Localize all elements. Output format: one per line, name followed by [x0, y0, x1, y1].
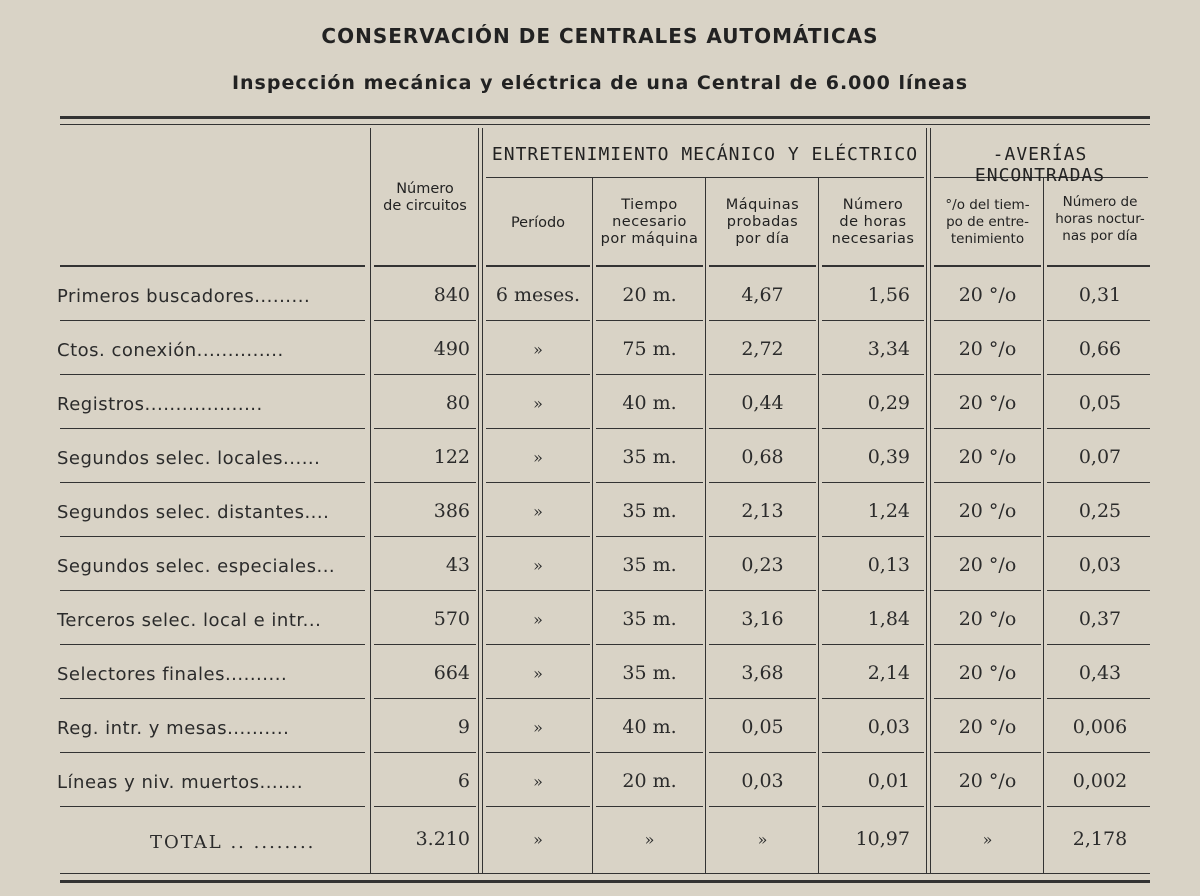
total-pct: » [982, 830, 993, 849]
row-rule-segment [60, 428, 365, 429]
cell-hours: 0,29 [867, 392, 910, 414]
cell-circuits: 80 [445, 392, 470, 414]
row-rule-segment [709, 698, 816, 699]
cell-period: » [533, 610, 543, 629]
cell-time: 20 m. [622, 284, 677, 306]
cell-time: 35 m. [622, 662, 677, 684]
row-rule-segment [709, 644, 816, 645]
bottom-rule [60, 873, 1150, 874]
cell-machines: 2,13 [741, 500, 784, 522]
row-rule-segment [486, 374, 590, 375]
cell-period: » [533, 448, 543, 467]
cell-period: » [533, 664, 543, 683]
header-night: Número de horas noctur- nas por día [1055, 194, 1145, 244]
total-period: » [533, 830, 543, 849]
cell-circuits: 386 [433, 500, 470, 522]
row-label: Selectores finales.......... [57, 664, 288, 685]
cell-circuits: 6 [457, 770, 470, 792]
total-circuits: 3.210 [415, 828, 470, 850]
cell-machines: 0,23 [741, 554, 784, 576]
group-header-faults: -AVERÍAS ENCONTRADAS [974, 144, 1106, 186]
row-rule-segment [822, 752, 924, 753]
row-rule-segment [486, 644, 590, 645]
row-rule-segment [934, 698, 1041, 699]
cell-circuits: 570 [433, 608, 470, 630]
row-rule-segment [596, 374, 703, 375]
group-header-maintenance: ENTRETENIMIENTO MECÁNICO Y ELÉCTRICO [491, 144, 919, 165]
cell-time: 35 m. [622, 608, 677, 630]
row-rule-segment [934, 374, 1041, 375]
row-rule-segment [709, 482, 816, 483]
cell-hours: 0,01 [867, 770, 910, 792]
header-rule-segment [1047, 265, 1150, 267]
col-divider [1043, 178, 1044, 873]
cell-time: 40 m. [622, 392, 677, 414]
row-rule-segment [822, 698, 924, 699]
bottom-rule-outer [60, 880, 1150, 883]
row-rule-segment [60, 698, 365, 699]
row-rule-segment [374, 536, 476, 537]
row-rule-segment [822, 482, 924, 483]
row-rule-segment [822, 428, 924, 429]
cell-machines: 2,72 [741, 338, 784, 360]
row-rule-segment [934, 428, 1041, 429]
row-rule-segment [60, 320, 365, 321]
row-rule-segment [486, 806, 590, 807]
cell-hours: 1,24 [867, 500, 910, 522]
cell-hours: 0,39 [867, 446, 910, 468]
row-rule-segment [1047, 482, 1150, 483]
row-rule-segment [60, 806, 365, 807]
cell-hours: 3,34 [867, 338, 910, 360]
row-rule-segment [934, 320, 1041, 321]
row-rule-segment [822, 320, 924, 321]
row-rule-segment [60, 536, 365, 537]
row-rule-segment [822, 536, 924, 537]
header-rule-segment [709, 265, 816, 267]
row-rule-segment [1047, 536, 1150, 537]
header-rule-segment [596, 265, 703, 267]
cell-pct: 20 °/o [958, 392, 1017, 414]
cell-hours: 2,14 [867, 662, 910, 684]
cell-period: » [533, 718, 543, 737]
cell-machines: 0,68 [741, 446, 784, 468]
cell-pct: 20 °/o [958, 500, 1017, 522]
header-rule-segment [60, 265, 365, 267]
cell-time: 40 m. [622, 716, 677, 738]
row-rule-segment [1047, 374, 1150, 375]
row-rule-segment [60, 590, 365, 591]
row-rule-segment [934, 752, 1041, 753]
cell-pct: 20 °/o [958, 662, 1017, 684]
row-rule-segment [709, 374, 816, 375]
col-divider [370, 128, 371, 873]
row-rule-segment [709, 536, 816, 537]
row-rule-segment [1047, 590, 1150, 591]
cell-circuits: 9 [457, 716, 470, 738]
cell-night: 0,31 [1078, 284, 1122, 306]
row-label: Terceros selec. local e intr... [57, 610, 322, 631]
row-rule-segment [1047, 320, 1150, 321]
cell-hours: 1,84 [867, 608, 910, 630]
row-rule-segment [596, 644, 703, 645]
row-label: Primeros buscadores......... [57, 286, 311, 307]
header-machines: Máquinas probadas por día [725, 197, 800, 247]
header-rule-segment [822, 265, 924, 267]
cell-circuits: 490 [433, 338, 470, 360]
row-label: Ctos. conexión.............. [57, 340, 284, 361]
top-rule [60, 116, 1150, 119]
row-rule-segment [374, 374, 476, 375]
header-time: Tiempo necesario por máquina [600, 197, 699, 247]
row-rule-segment [596, 590, 703, 591]
row-rule-segment [486, 590, 590, 591]
total-label: TOTAL .. ........ [150, 832, 316, 853]
cell-machines: 0,05 [741, 716, 784, 738]
cell-pct: 20 °/o [958, 770, 1017, 792]
cell-pct: 20 °/o [958, 338, 1017, 360]
cell-machines: 0,03 [741, 770, 784, 792]
row-rule-segment [1047, 428, 1150, 429]
cell-time: 35 m. [622, 500, 677, 522]
row-rule-segment [486, 698, 590, 699]
header-circuits: Número de circuitos [383, 181, 467, 214]
row-rule-segment [596, 698, 703, 699]
header-rule-segment [934, 265, 1041, 267]
row-rule-segment [596, 428, 703, 429]
row-rule-segment [709, 428, 816, 429]
cell-period: » [533, 556, 543, 575]
cell-circuits: 43 [445, 554, 470, 576]
cell-circuits: 664 [433, 662, 470, 684]
cell-machines: 3,68 [741, 662, 784, 684]
cell-hours: 0,13 [867, 554, 910, 576]
cell-night: 0,07 [1078, 446, 1122, 468]
row-rule-segment [934, 644, 1041, 645]
cell-night: 0,25 [1078, 500, 1122, 522]
cell-night: 0,03 [1078, 554, 1122, 576]
row-rule-segment [486, 752, 590, 753]
group-rule [486, 177, 924, 178]
row-rule-segment [822, 590, 924, 591]
row-rule-segment [486, 536, 590, 537]
cell-period: » [533, 394, 543, 413]
cell-period: » [533, 502, 543, 521]
row-rule-segment [1047, 752, 1150, 753]
row-label: Segundos selec. especiales... [57, 556, 336, 577]
cell-time: 35 m. [622, 554, 677, 576]
row-rule-segment [374, 590, 476, 591]
row-label: Segundos selec. distantes.... [57, 502, 330, 523]
total-night: 2,178 [1072, 828, 1128, 850]
cell-pct: 20 °/o [958, 608, 1017, 630]
row-label: Segundos selec. locales...... [57, 448, 321, 469]
row-rule-segment [709, 590, 816, 591]
cell-time: 20 m. [622, 770, 677, 792]
col-divider [592, 178, 593, 873]
cell-circuits: 840 [433, 284, 470, 306]
row-rule-segment [596, 806, 703, 807]
col-divider [926, 128, 927, 873]
row-rule-segment [486, 428, 590, 429]
col-divider [478, 128, 479, 873]
row-rule-segment [374, 644, 476, 645]
row-rule-segment [934, 590, 1041, 591]
row-rule-segment [596, 320, 703, 321]
row-rule-segment [486, 482, 590, 483]
total-hours: 10,97 [855, 828, 910, 850]
page-subtitle: Inspección mecánica y eléctrica de una Central de 6.000 líneas [231, 72, 969, 94]
top-rule-inner [60, 124, 1150, 125]
col-divider [818, 178, 819, 873]
row-rule-segment [822, 644, 924, 645]
page-title: CONSERVACIÓN DE CENTRALES AUTOMÁTICAS [321, 24, 879, 48]
cell-machines: 4,67 [741, 284, 784, 306]
header-hours: Número de horas necesarias [831, 197, 915, 247]
col-divider [482, 128, 483, 873]
row-rule-segment [596, 482, 703, 483]
cell-night: 0,006 [1072, 716, 1128, 738]
row-label: Reg. intr. y mesas.......... [57, 718, 290, 739]
row-rule-segment [822, 374, 924, 375]
row-rule-segment [60, 374, 365, 375]
row-rule-segment [486, 320, 590, 321]
cell-hours: 1,56 [867, 284, 910, 306]
cell-pct: 20 °/o [958, 716, 1017, 738]
row-rule-segment [374, 752, 476, 753]
row-label: Líneas y niv. muertos....... [57, 772, 304, 793]
cell-pct: 20 °/o [958, 554, 1017, 576]
row-rule-segment [374, 806, 476, 807]
cell-pct: 20 °/o [958, 446, 1017, 468]
row-rule-segment [596, 536, 703, 537]
row-rule-segment [822, 806, 924, 807]
cell-time: 75 m. [622, 338, 677, 360]
cell-machines: 3,16 [741, 608, 784, 630]
total-machines: » [757, 830, 768, 849]
cell-pct: 20 °/o [958, 284, 1017, 306]
row-rule-segment [374, 428, 476, 429]
cell-night: 0,37 [1078, 608, 1122, 630]
cell-night: 0,43 [1078, 662, 1122, 684]
header-period: Período [510, 215, 566, 231]
row-rule-segment [1047, 806, 1150, 807]
row-rule-segment [709, 752, 816, 753]
col-divider [930, 128, 931, 873]
total-time: » [644, 830, 655, 849]
row-rule-segment [374, 482, 476, 483]
cell-circuits: 122 [433, 446, 470, 468]
row-rule-segment [60, 644, 365, 645]
row-label: Registros................... [57, 394, 263, 415]
cell-night: 0,66 [1078, 338, 1122, 360]
row-rule-segment [709, 806, 816, 807]
cell-hours: 0,03 [867, 716, 910, 738]
cell-period: » [533, 772, 543, 791]
row-rule-segment [596, 752, 703, 753]
row-rule-segment [934, 536, 1041, 537]
header-rule-segment [374, 265, 476, 267]
row-rule-segment [934, 806, 1041, 807]
header-rule-segment [486, 265, 590, 267]
cell-time: 35 m. [622, 446, 677, 468]
col-divider [705, 178, 706, 873]
row-rule-segment [934, 482, 1041, 483]
row-rule-segment [60, 752, 365, 753]
cell-machines: 0,44 [741, 392, 784, 414]
cell-night: 0,002 [1072, 770, 1128, 792]
row-rule-segment [1047, 644, 1150, 645]
row-rule-segment [374, 320, 476, 321]
cell-period: » [533, 340, 543, 359]
cell-period: 6 meses. [495, 284, 581, 306]
cell-night: 0,05 [1078, 392, 1122, 414]
row-rule-segment [60, 482, 365, 483]
row-rule-segment [374, 698, 476, 699]
header-pct: °/o del tiem- po de entre- tenimiento [945, 197, 1030, 247]
row-rule-segment [1047, 698, 1150, 699]
row-rule-segment [709, 320, 816, 321]
